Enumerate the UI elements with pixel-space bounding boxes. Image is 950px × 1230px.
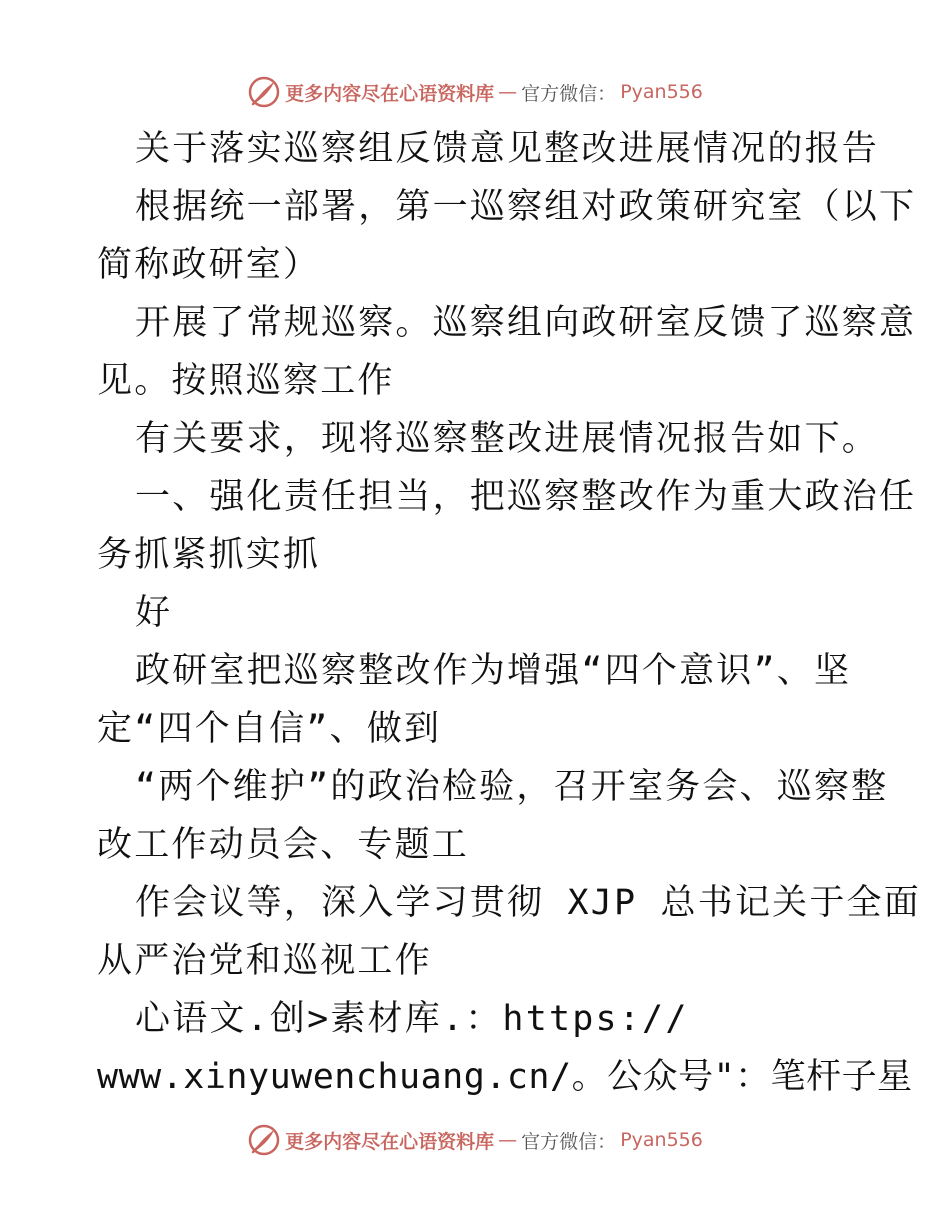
feather-seal-icon [247, 75, 281, 109]
source-note-line: 心语文.创>素材库.：https:// [135, 999, 689, 1039]
section-heading: 一、强化责任担当，把巡察整改作为重大政治任 [135, 477, 917, 517]
paragraph-line: 见。按照巡察工作 [97, 361, 395, 401]
watermark-separator: — [498, 81, 518, 103]
document-title: 关于落实巡察组反馈意见整改进展情况的报告 [135, 129, 880, 169]
paragraph-line: 政研室把巡察整改作为增强“四个意识”、坚 [135, 651, 852, 691]
footer-watermark [0, 1120, 950, 1160]
watermark-brand: 更多内容尽在心语资料库 [285, 82, 495, 105]
watermark-contact: Pyan556 [620, 1129, 703, 1151]
watermark-brand: 更多内容尽在心语资料库 [285, 1130, 495, 1153]
section-heading-line: 务抓紧抓实抓 [97, 535, 321, 575]
watermark-separator: — [498, 1129, 518, 1151]
header-watermark [0, 72, 950, 112]
paragraph-line: 从严治党和巡视工作 [97, 941, 432, 981]
watermark-official: 官方微信： [521, 82, 617, 105]
document-body [97, 120, 921, 1106]
source-url-line: www.xinyuwenchuang.cn/。公众号"：笔杆子星 [97, 1057, 913, 1097]
feather-seal-icon [247, 1123, 281, 1157]
paragraph-line: 根据统一部署，第一巡察组对政策研究室（以下 [135, 187, 917, 227]
paragraph-line: “两个维护”的政治检验，召开室务会、巡察整 [135, 767, 889, 807]
paragraph-line: 定“四个自信”、做到 [97, 709, 442, 749]
paragraph-line: 简称政研室） [97, 245, 321, 285]
paragraph-line: 作会议等，深入学习贯彻 XJP 总书记关于全面 [135, 883, 921, 923]
paragraph-line: 开展了常规巡察。巡察组向政研室反馈了巡察意 [135, 303, 917, 343]
paragraph-line: 有关要求，现将巡察整改进展情况报告如下。 [135, 419, 880, 459]
watermark-official: 官方微信： [521, 1130, 617, 1153]
watermark-contact: Pyan556 [620, 81, 703, 103]
paragraph-line: 改工作动员会、专题工 [97, 825, 470, 865]
section-heading-line: 好 [135, 593, 173, 633]
